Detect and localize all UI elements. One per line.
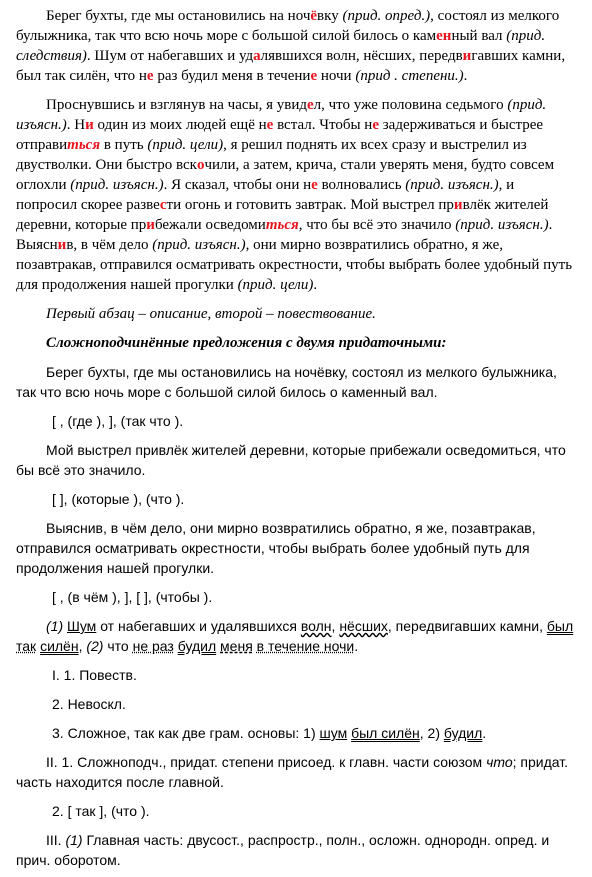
analysis-item-i1: I. 1. Повеств. bbox=[52, 667, 137, 683]
analysis-item-iii: III. (1) Главная часть: двусост., распростр., полн., осложн. однородн. опред. и прич. оборотом. bbox=[16, 832, 550, 868]
analysis-item-i2: 2. Невоскл. bbox=[52, 696, 126, 712]
parsed-sentence: (1) Шум от набегавших и удалявшихся волн, нёсших, передвигавших камни, был так силён, (2) что не раз будил меня в течение ночи. bbox=[16, 618, 574, 654]
example-sentence-3: Выяснив, в чём дело, они мирно возвратились обратно, я же, позавтракав, отправился осматривать окрестности, чтобы выбрать более удобный путь для продолжения нашей прогулки. bbox=[16, 520, 536, 576]
scheme-2: [ ], (которые ), (что ). bbox=[52, 491, 185, 507]
example-sentence-2: Мой выстрел привлёк жителей деревни, которые прибежали осведомиться, что бы всё это значило. bbox=[16, 442, 566, 478]
paragraph-2: Проснувшись и взглянув на часы, я увидел, что уже половина седьмого (прид. изъясн.). Ни один из моих людей ещё не встал. Чтобы не задерживаться и быстрее отправиться в путь (прид. цели), я решил поднять их всех сразу и выстрелил из двустволки. Они быстро вскочили, а затем, крича, стали уверять меня, будто совсем оглохли (прид. изъясн.). Я сказал, чтобы они не волновались (прид. изъясн.), и попросил скорее развести огонь и готовить завтрак. Мой выстрел привлёк жителей деревни, которые прибежали осведомиться, что бы всё это значило (прид. изъясн.). Выяснив, в чём дело (прид. изъясн.), они мирно возвратились обратно, я же, позавтракав, отправился осматривать окрестности, чтобы выбрать более удобный путь для продолжения нашей прогулки (прид. цели). bbox=[16, 97, 573, 293]
scheme-1: [ , (где ), ], (так что ). bbox=[52, 413, 184, 429]
note-text: Первый абзац – описание, второй – повествование. bbox=[46, 306, 376, 322]
paragraph-1: Берег бухты, где мы остановились на ночёвку (прид. опред.), состоял из мелкого булыжника, так что всю ночь море с большой силой билось о каменный вал (прид. следствия). Шум от набегавших и удалявшихся волн, нёсших, передвигавших камни, был так силён, что не раз будил меня в течение ночи (прид . степени.). bbox=[16, 8, 566, 84]
analysis-item-ii1: II. 1. Сложноподч., придат. степени присоед. к главн. части союзом что; придат. часть находится после главной. bbox=[16, 754, 568, 790]
analysis-item-i3: 3. Сложное, так как две грам. основы: 1) шум был силён, 2) будил. bbox=[52, 725, 487, 741]
example-sentence-1: Берег бухты, где мы остановились на ночёвку, состоял из мелкого булыжника, так что всю ночь море с большой силой билось о каменный вал. bbox=[16, 364, 557, 400]
section-heading: Сложноподчинённые предложения с двумя придаточными: bbox=[46, 335, 447, 351]
analysis-item-ii2: 2. [ так ], (что ). bbox=[52, 803, 150, 819]
scheme-3: [ , (в чём ), ], [ ], (чтобы ). bbox=[52, 589, 213, 605]
